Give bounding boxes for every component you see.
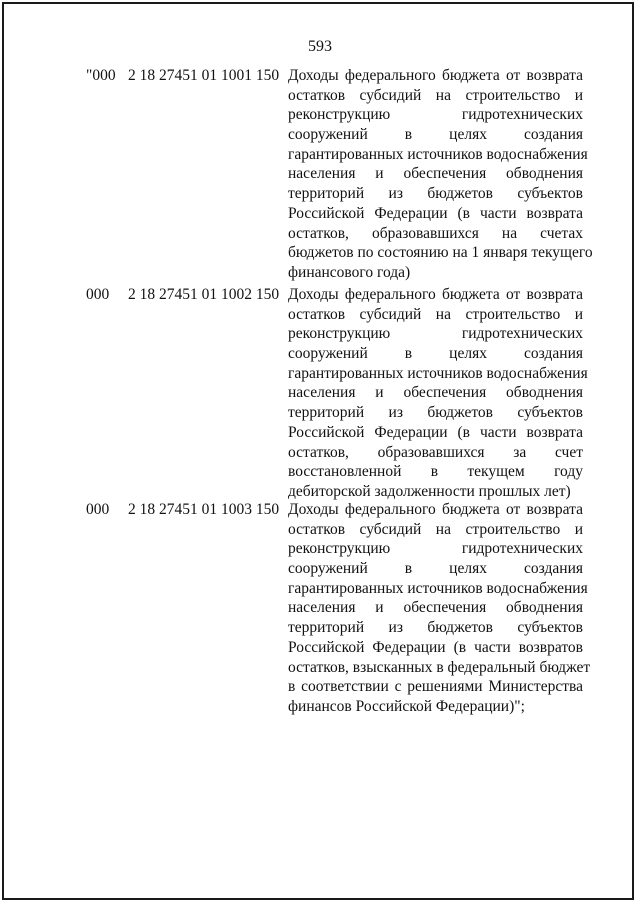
classification-code: 2 18 27451 01 1001 150 — [128, 67, 280, 84]
description-line: реконструкцию гидротехнических — [288, 106, 583, 124]
page-number: 593 — [308, 38, 332, 55]
description-line: населения и обеспечения обводнения — [288, 599, 583, 617]
description-line: Доходы федерального бюджета от возврата — [288, 501, 583, 518]
admin-code: 000 — [86, 501, 110, 518]
admin-code: "000 — [86, 67, 116, 84]
classification-code: 2 18 27451 01 1003 150 — [128, 501, 280, 518]
description-line: в соответствии с решениями Министерства — [288, 678, 583, 696]
description-line: территорий из бюджетов субъектов — [288, 404, 583, 422]
description-line: сооружений в целях создания — [288, 126, 583, 144]
classification-code: 2 18 27451 01 1002 150 — [128, 286, 280, 303]
description-line: гарантированных источников водоснабжения — [288, 364, 588, 382]
description-line: остатков субсидий на строительство и — [288, 520, 583, 538]
description-line: Российской Федерации (в части возврата — [288, 423, 583, 441]
description-line: Российской Федерации (в части возвратов — [288, 638, 583, 656]
description-line: восстановленной в текущем году — [288, 463, 583, 481]
description-line: финансового года) — [288, 263, 411, 281]
income-description — [288, 66, 593, 283]
description-line: остатков субсидий на строительство и — [288, 86, 583, 104]
description-line: бюджетов по состоянию на 1 января текущего — [288, 244, 593, 262]
description-line: сооружений в целях создания — [288, 560, 583, 578]
description-line: дебиторской задолженности прошлых лет) — [288, 482, 571, 500]
description-line: Российской Федерации (в части возврата — [288, 204, 583, 222]
admin-code: 000 — [86, 286, 110, 303]
description-line: остатков, образовавшихся за счет — [288, 443, 583, 461]
income-description — [288, 500, 591, 717]
description-line: населения и обеспечения обводнения — [288, 384, 583, 402]
description-line: территорий из бюджетов субъектов — [288, 619, 583, 637]
description-line: гарантированных источников водоснабжения — [288, 145, 588, 163]
description-line: остатков субсидий на строительство и — [288, 305, 583, 323]
description-line: остатков, образовавшихся на счетах — [288, 224, 583, 242]
description-line: Доходы федерального бюджета от возврата — [288, 286, 583, 303]
description-line: остатков, взысканных в федеральный бюджет — [288, 658, 591, 676]
description-line: гарантированных источников водоснабжения — [288, 579, 588, 597]
description-line: реконструкцию гидротехнических — [288, 540, 583, 558]
description-line: Доходы федерального бюджета от возврата — [288, 67, 583, 84]
description-line: реконструкцию гидротехнических — [288, 325, 583, 343]
description-line: населения и обеспечения обводнения — [288, 165, 583, 183]
income-description — [288, 285, 588, 502]
description-line: территорий из бюджетов субъектов — [288, 185, 583, 203]
description-line: сооружений в целях создания — [288, 345, 583, 363]
description-line: финансов Российской Федерации)"; — [288, 697, 525, 715]
